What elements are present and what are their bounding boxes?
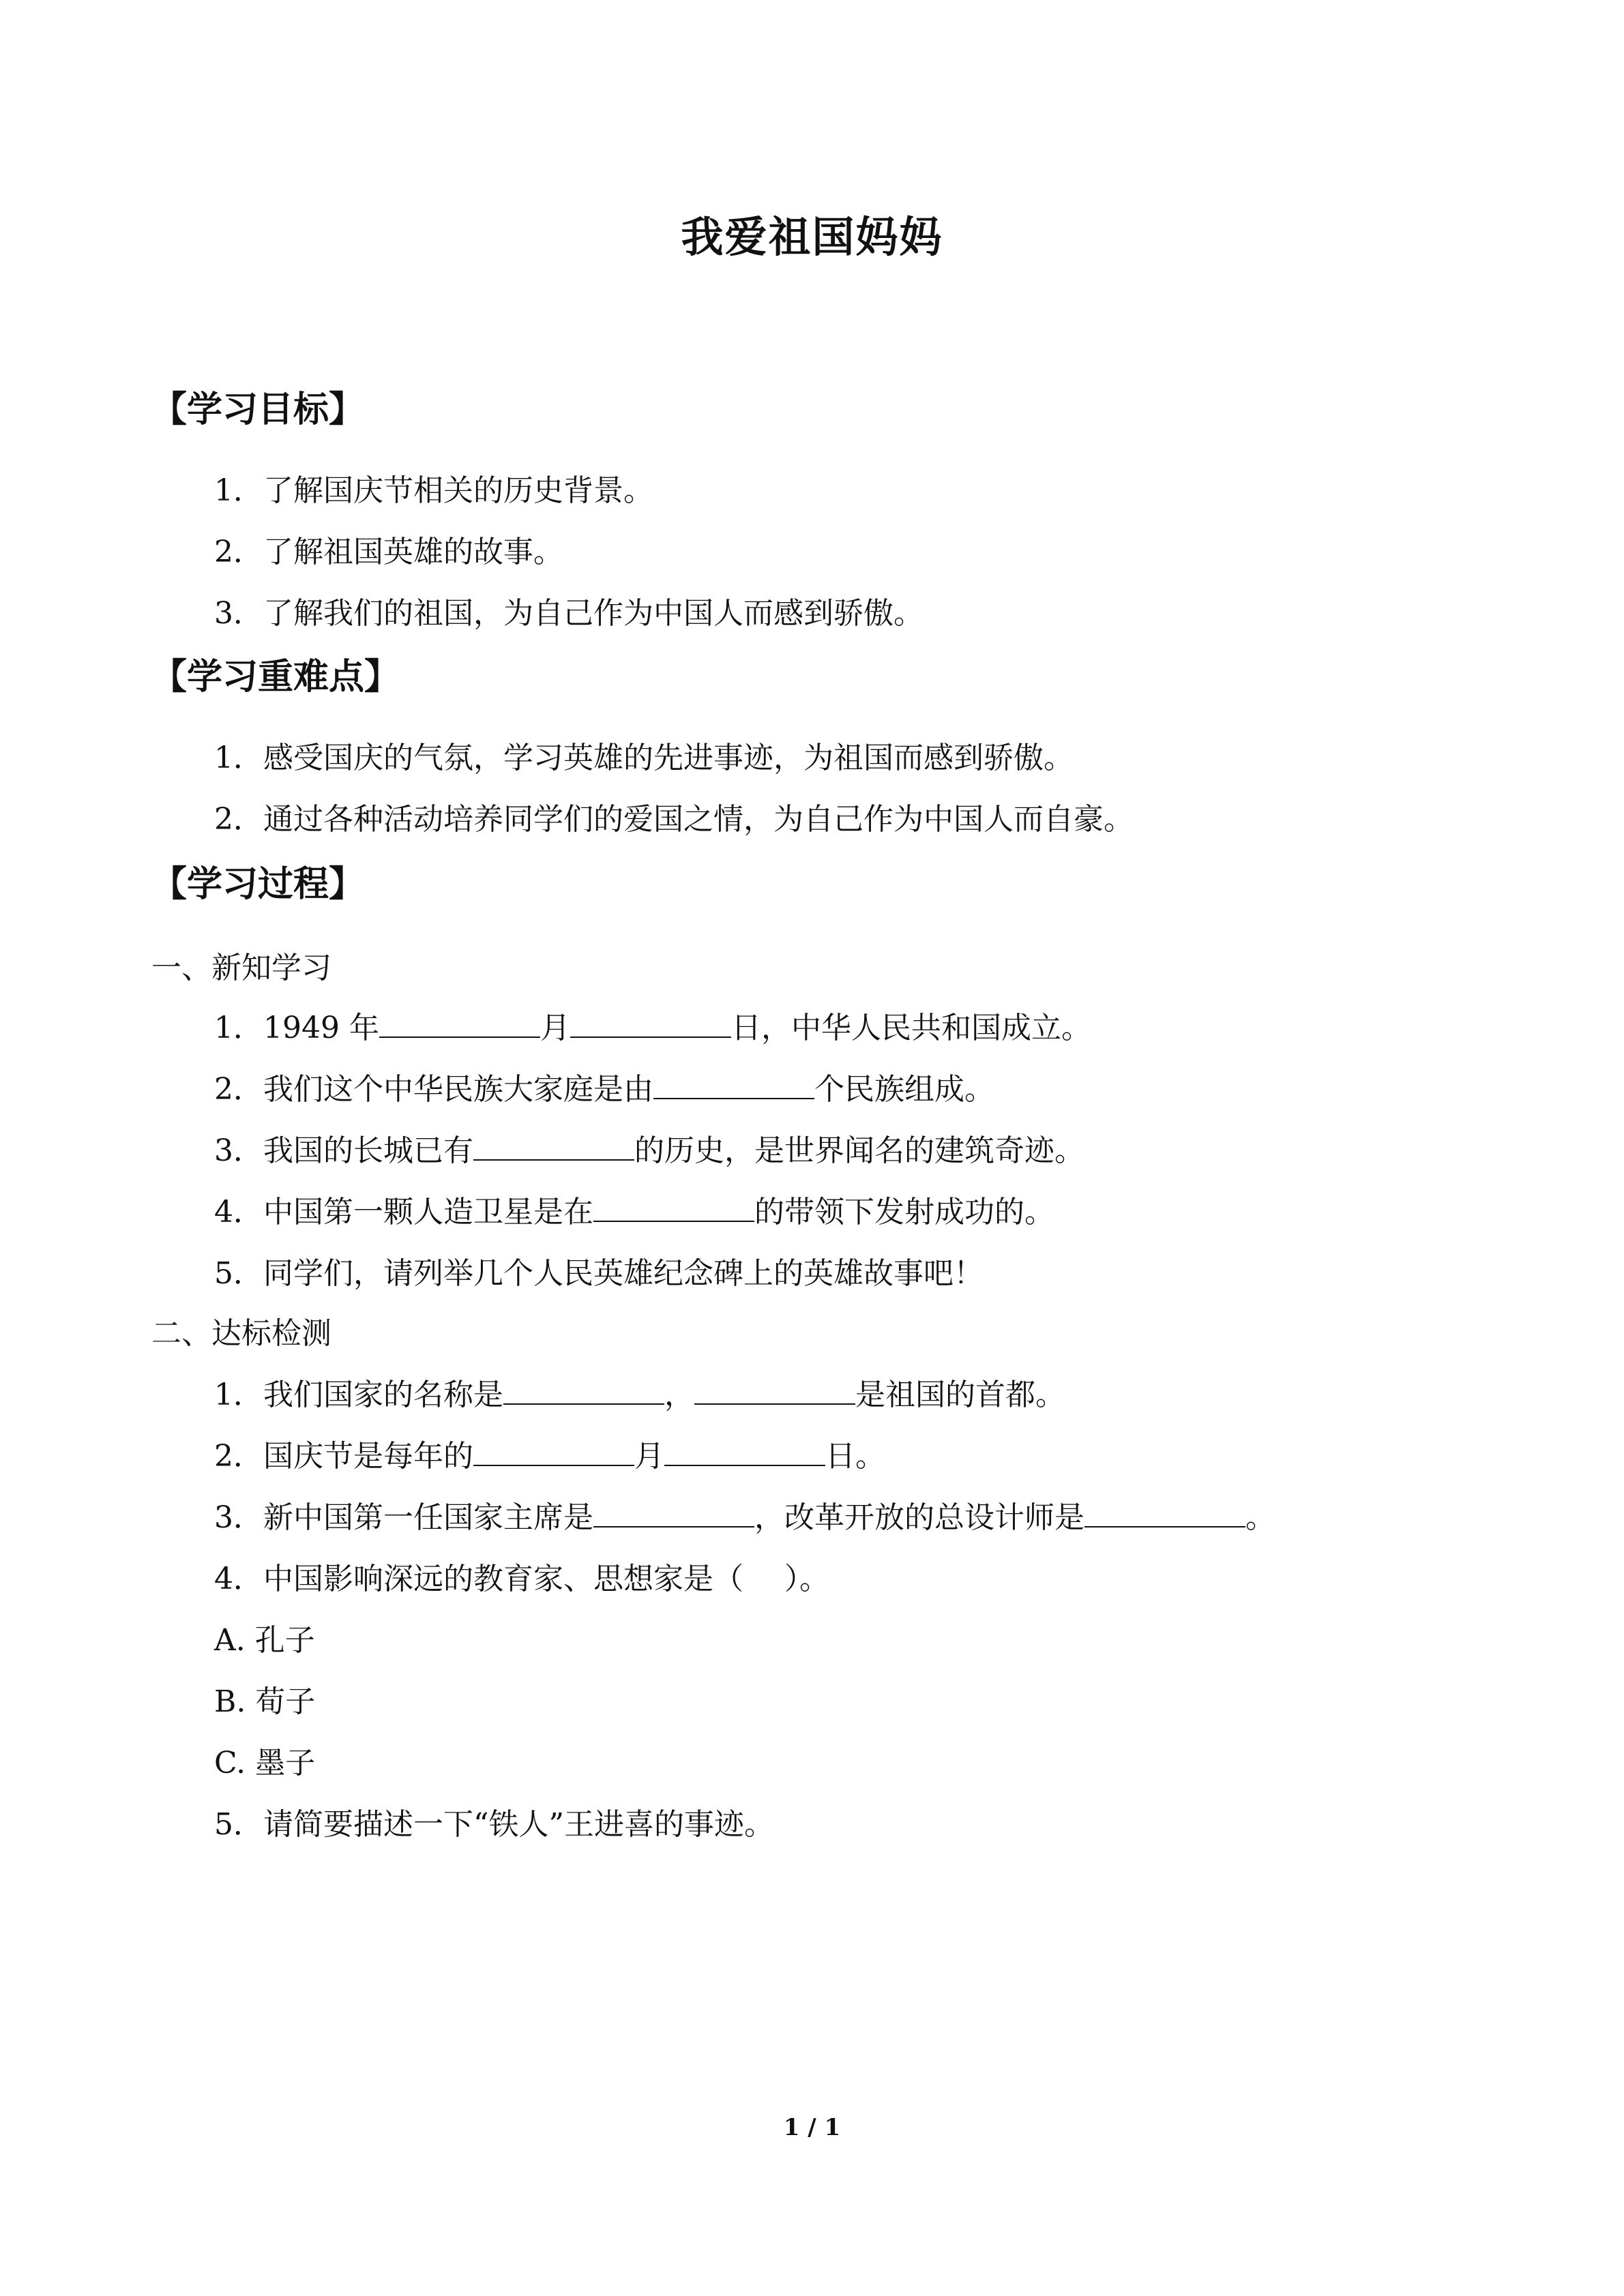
answer-blank[interactable]: [379, 1012, 540, 1038]
part1-label: 一、新知学习: [151, 951, 331, 985]
goals-heading: 【学习目标】: [151, 389, 365, 430]
question-text: 3．我国的长城已有: [214, 1133, 473, 1168]
question-text: 的历史，是世界闻名的建筑奇迹。: [634, 1133, 1084, 1168]
question-text: ，改革开放的总设计师是: [754, 1500, 1084, 1535]
goal-item-3: 3．了解我们的祖国，为自己作为中国人而感到骄傲。: [214, 596, 924, 631]
answer-blank[interactable]: [1084, 1502, 1245, 1527]
answer-blank[interactable]: [473, 1440, 634, 1466]
key-point-item-2: 2．通过各种活动培养同学们的爱国之情，为自己作为中国人而自豪。: [214, 802, 1134, 837]
answer-blank[interactable]: [503, 1379, 664, 1405]
part1-question-2: [214, 1069, 994, 1110]
question-text: 1．1949 年: [214, 1011, 379, 1045]
part1-question-5: 5．同学们，请列举几个人民英雄纪念碑上的英雄故事吧！: [214, 1256, 984, 1291]
page-title: 我爱祖国妈妈: [681, 212, 943, 262]
part2-label: 二、达标检测: [151, 1316, 331, 1351]
question-text: 。: [1245, 1500, 1275, 1535]
option-a[interactable]: A. 孔子: [214, 1623, 315, 1658]
question-text: 1．我们国家的名称是: [214, 1377, 503, 1412]
answer-blank[interactable]: [593, 1502, 754, 1527]
question-text: 4．中国第一颗人造卫星是在: [214, 1195, 593, 1229]
question-text: 个民族组成。: [814, 1072, 994, 1107]
question-text: 日，中华人民共和国成立。: [730, 1011, 1091, 1045]
question-text: 2．我们这个中华民族大家庭是由: [214, 1072, 653, 1107]
part1-question-1: [214, 1008, 1091, 1049]
question-text: 日。: [825, 1439, 885, 1474]
question-text: 3．新中国第一任国家主席是: [214, 1500, 593, 1535]
answer-blank[interactable]: [593, 1196, 754, 1222]
part2-question-1: [214, 1375, 1065, 1416]
page-number: 1 / 1: [783, 2114, 841, 2141]
question-text: 的带领下发射成功的。: [754, 1195, 1054, 1229]
question-text: 2．国庆节是每年的: [214, 1439, 473, 1474]
key-points-heading: 【学习重难点】: [151, 657, 400, 698]
part2-question-2: [214, 1436, 885, 1477]
part2-question-3: [214, 1497, 1275, 1538]
process-heading: 【学习过程】: [151, 864, 365, 905]
part2-question-4: [214, 1559, 829, 1600]
option-c[interactable]: C. 墨子: [214, 1746, 316, 1780]
goal-item-1: 1．了解国庆节相关的历史背景。: [214, 473, 653, 508]
answer-blank[interactable]: [570, 1012, 731, 1038]
part2-question-5: 5．请简要描述一下“铁人”王进喜的事迹。: [214, 1807, 774, 1842]
option-b[interactable]: B. 荀子: [214, 1684, 316, 1719]
part1-question-3: [214, 1131, 1084, 1172]
question-text: ，: [664, 1377, 694, 1412]
key-point-item-1: 1．感受国庆的气氛，学习英雄的先进事迹，为祖国而感到骄傲。: [214, 741, 1074, 775]
question-text: 是祖国的首都。: [855, 1377, 1065, 1412]
answer-blank[interactable]: [664, 1440, 825, 1466]
question-text: 月: [634, 1439, 664, 1474]
answer-blank[interactable]: [653, 1073, 814, 1099]
answer-blank[interactable]: [473, 1135, 634, 1161]
question-text: 月: [540, 1011, 570, 1045]
goal-item-2: 2．了解祖国英雄的故事。: [214, 535, 563, 569]
answer-blank[interactable]: [694, 1379, 855, 1405]
question-text: ）。: [784, 1562, 829, 1596]
part1-question-4: [214, 1192, 1054, 1233]
question-text: 4．中国影响深远的教育家、思想家是（: [214, 1562, 743, 1596]
